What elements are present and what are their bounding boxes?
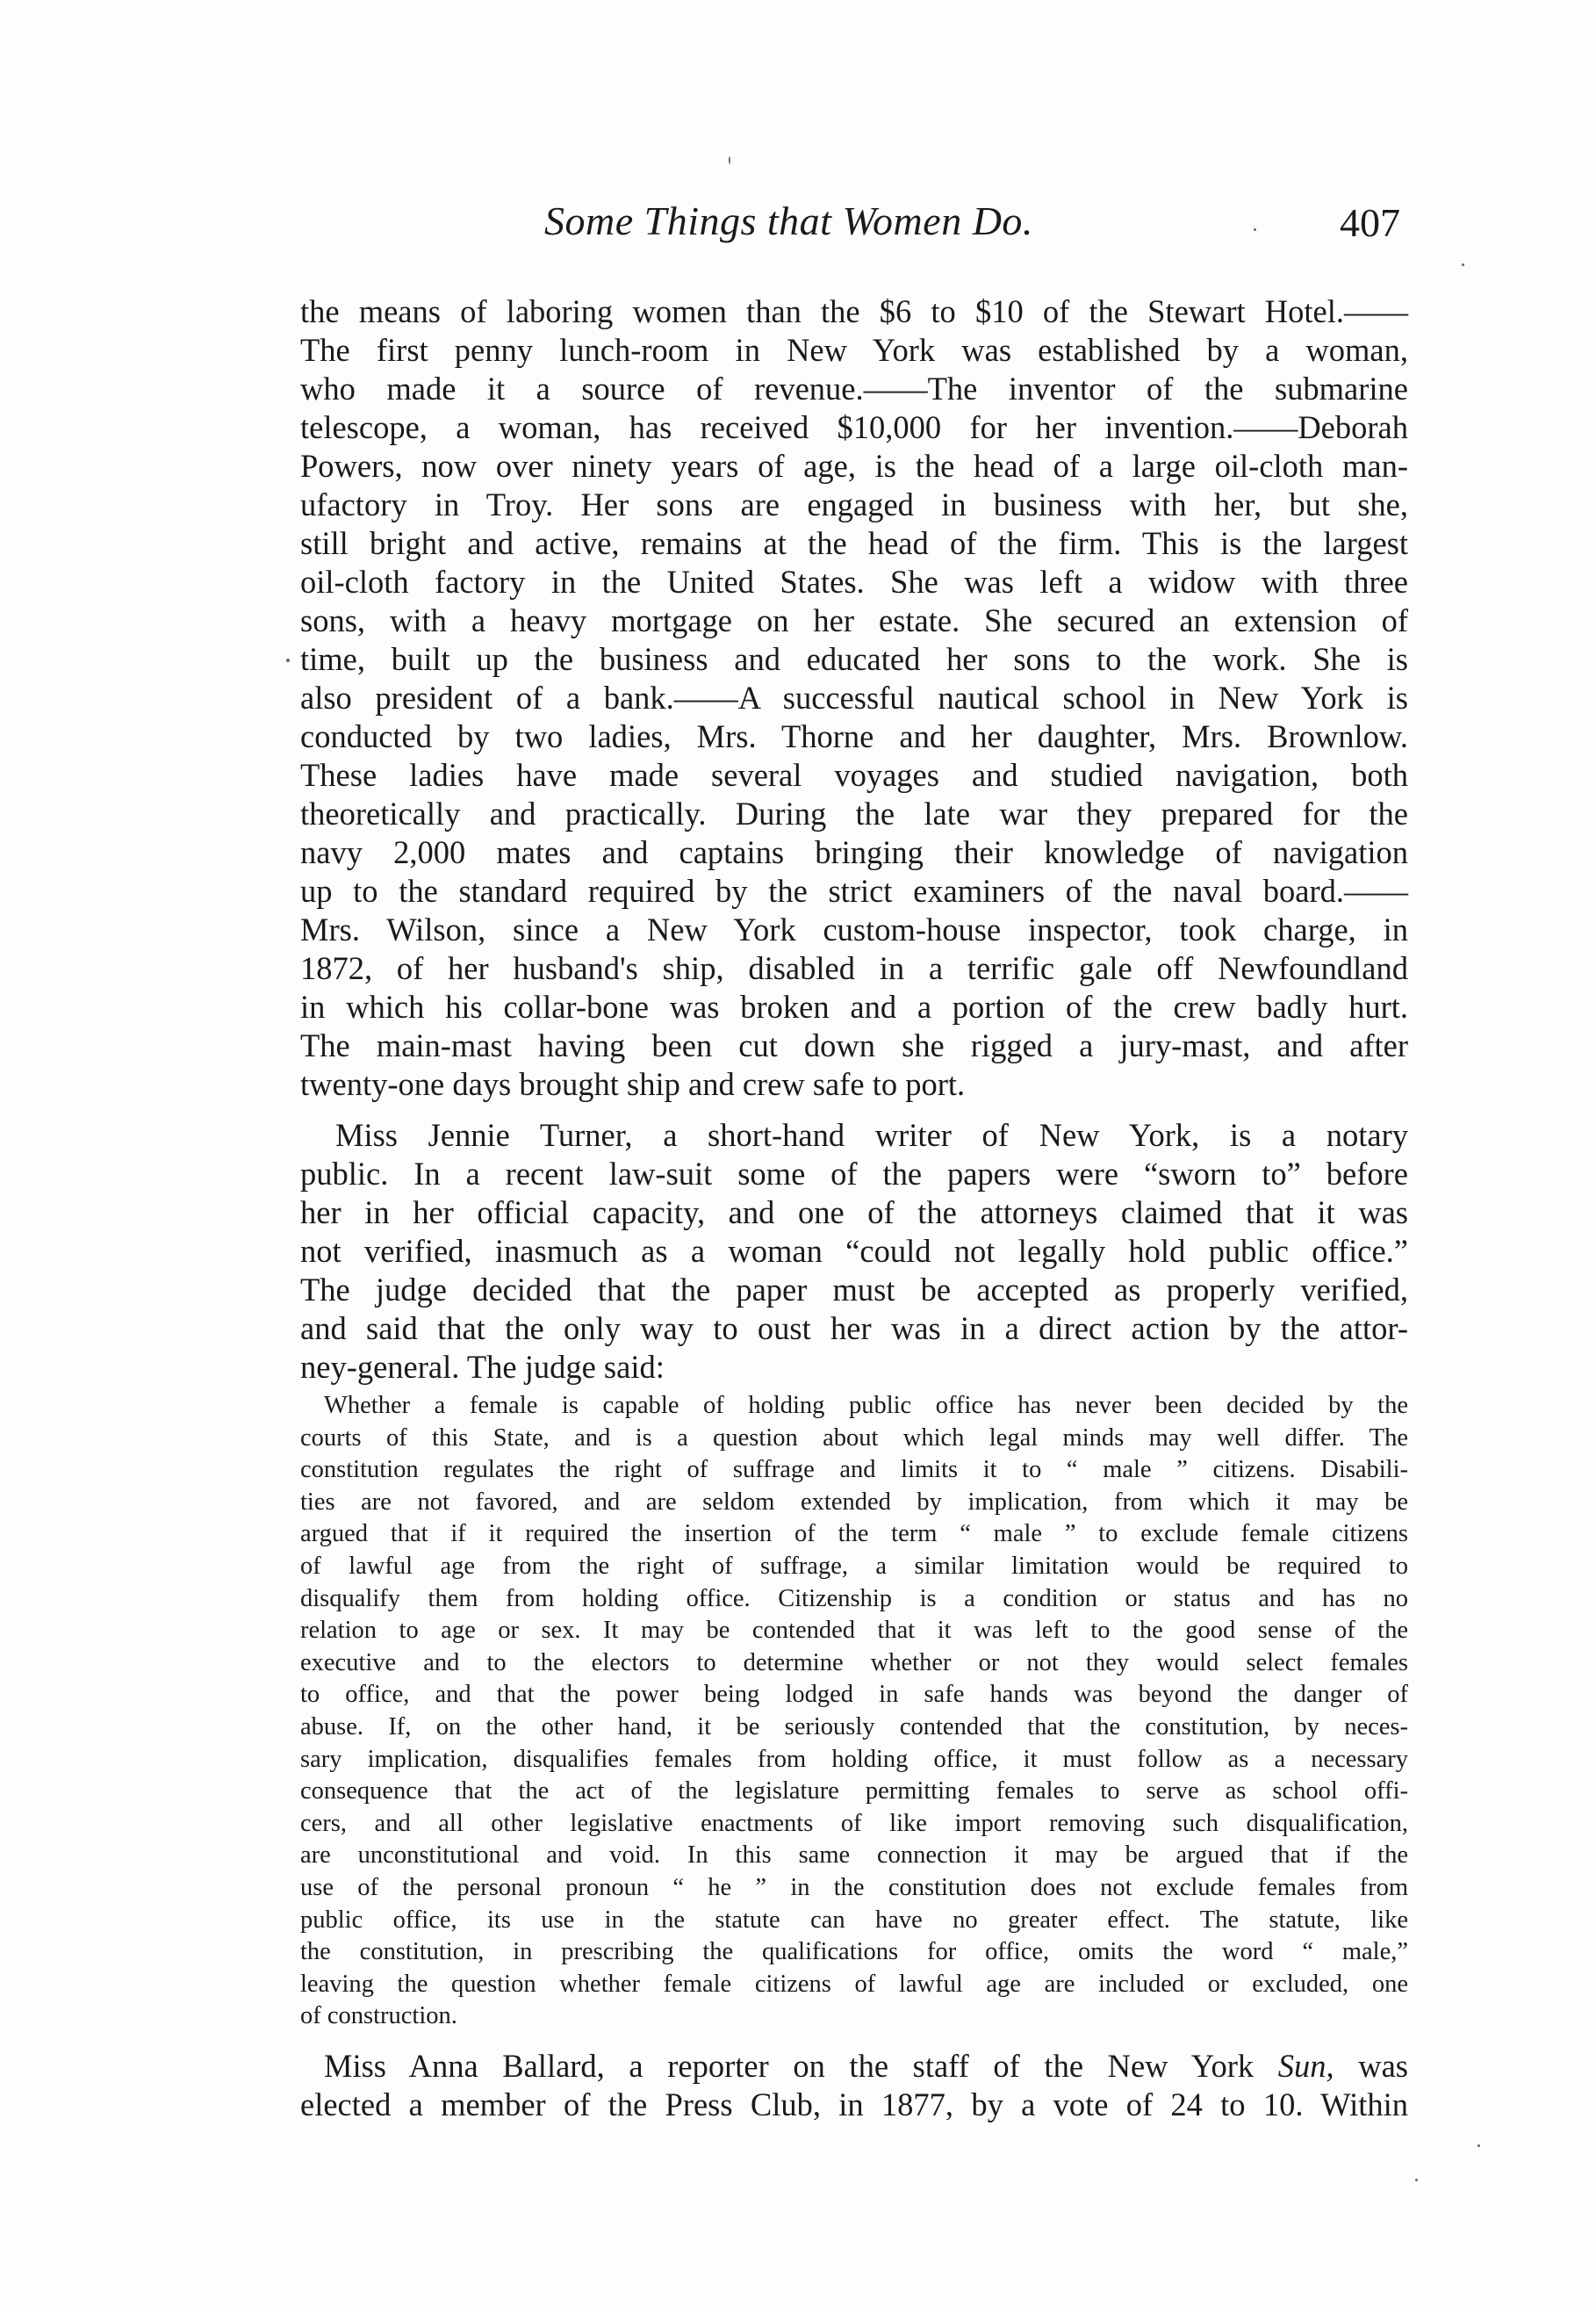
text-line: conducted by two ladies, Mrs. Thorne and her daughter, Mrs. Brownlow. — [300, 718, 1408, 754]
text-line: her in her official capacity, and one of the attorneys claimed that it was — [300, 1194, 1408, 1230]
paper-speck — [1415, 2179, 1418, 2181]
text-line: ney-general. The judge said: — [300, 1349, 665, 1385]
text-line: the means of laboring women than the $6 to $10 of the Stewart Hotel.—— — [300, 293, 1408, 329]
text-line: who made it a source of revenue.——The inventor of the submarine — [300, 371, 1408, 407]
text-line: telescope, a woman, has received $10,000 for her invention.——Deborah — [300, 409, 1408, 445]
quote-line: use of the personal pronoun “ he ” in the constitution does not exclude females from — [300, 1873, 1408, 1901]
text-line: and said that the only way to oust her was in a direct action by the attor- — [300, 1310, 1408, 1346]
text-line: navy 2,000 mates and captains bringing their knowledge of navigation — [300, 834, 1408, 870]
paper-speck — [1477, 2144, 1480, 2147]
text-line: The main-mast having been cut down she rigged a jury-mast, and after — [300, 1027, 1408, 1063]
page-header — [298, 198, 1409, 259]
text-line: sons, with a heavy mortgage on her estate. She secured an extension of — [300, 602, 1408, 638]
paragraph-2 — [300, 1116, 1408, 1387]
text-line: 1872, of her husband's ship, disabled in a terrific gale off Newfoundland — [300, 950, 1408, 986]
text-line: ufactory in Troy. Her sons are engaged in business with her, but she, — [300, 486, 1408, 522]
quote-line: of lawful age from the right of suffrage, a similar limitation would be required to — [300, 1552, 1408, 1580]
quote-line: are unconstitutional and void. In this same connection it may be argued that if the — [300, 1841, 1408, 1870]
quote-line: consequence that the act of the legislature permitting females to serve as school offi- — [300, 1777, 1408, 1805]
paper-speck — [1462, 263, 1464, 266]
text-line: twenty-one days brought ship and crew safe to port. — [300, 1066, 966, 1102]
quote-line: the constitution, in prescribing the qualifications for office, omits the word “ male,” — [300, 1938, 1408, 1966]
paragraph-3 — [300, 2047, 1408, 2124]
text-line: not verified, inasmuch as a woman “could not legally hold public office.” — [300, 1233, 1408, 1269]
paragraph-1 — [300, 292, 1408, 1104]
quote-line: to office, and that the power being lodged in safe hands was beyond the danger of — [300, 1681, 1408, 1709]
text-line: Mrs. Wilson, since a New York custom-house inspector, took charge, in — [300, 912, 1408, 948]
quote-line: disqualify them from holding office. Citizenship is a condition or status and has no — [300, 1584, 1408, 1612]
text-line: These ladies have made several voyages and studied navigation, both — [300, 757, 1408, 793]
text-line: Powers, now over ninety years of age, is the head of a large oil-cloth man- — [300, 448, 1408, 484]
newspaper-title: Sun, — [1277, 2047, 1334, 2084]
text-line — [300, 2047, 1408, 2086]
quote-line: cers, and all other legislative enactments of like import removing such disqualification, — [300, 1809, 1408, 1837]
text-line: still bright and active, remains at the head of the firm. This is the largest — [300, 525, 1408, 561]
text-line: The first penny lunch-room in New York was established by a woman, — [300, 332, 1408, 368]
paper-speck — [286, 659, 290, 662]
running-title: Some Things that Women Do. — [544, 198, 1033, 243]
text-line: elected a member of the Press Club, in 1877, by a vote of 24 to 10. Within — [300, 2086, 1408, 2122]
quote-line: courts of this State, and is a question about which legal minds may well differ. The — [300, 1423, 1408, 1452]
text-line: theoretically and practically. During the late war they prepared for the — [300, 796, 1408, 832]
quote-line: argued that if it required the insertion of the term “ male ” to exclude female citizens — [300, 1520, 1408, 1548]
text-line: oil-cloth factory in the United States. She was left a widow with three — [300, 564, 1408, 600]
text-line: Miss Jennie Turner, a short-hand writer of New York, is a notary — [335, 1117, 1408, 1153]
paper-speck — [1254, 228, 1256, 231]
quote-line: of construction. — [300, 2002, 457, 2030]
text-line: also president of a bank.——A successful nautical school in New York is — [300, 680, 1408, 716]
quote-line: relation to age or sex. It may be contended that it was left to the good sense of the — [300, 1617, 1408, 1645]
text-segment: Miss Anna Ballard, a reporter on the staff of the New York — [324, 2047, 1278, 2084]
quote-line: leaving the question whether female citizens of lawful age are included or excluded, one — [300, 1970, 1408, 1998]
paper-speck — [729, 156, 730, 164]
quote-line: public office, its use in the statute can have no greater effect. The statute, like — [300, 1906, 1408, 1934]
quote-line: Whether a female is capable of holding public office has never been decided by the — [324, 1392, 1408, 1419]
quote-line: sary implication, disqualifies females from holding office, it must follow as a necessary — [300, 1745, 1408, 1773]
body-text — [300, 292, 1408, 2124]
text-line: The judge decided that the paper must be accepted as properly verified, — [300, 1272, 1408, 1308]
quote-line: executive and to the electors to determine whether or not they would select females — [300, 1648, 1408, 1676]
text-segment: was — [1334, 2047, 1408, 2084]
text-line: public. In a recent law-suit some of the papers were “sworn to” before — [300, 1156, 1408, 1192]
quote-line: ties are not favored, and are seldom extended by implication, from which it may be — [300, 1488, 1408, 1516]
text-line: up to the standard required by the strict examiners of the naval board.—— — [300, 873, 1408, 909]
text-line: in which his collar-bone was broken and a portion of the crew badly hurt. — [300, 989, 1408, 1025]
block-quote — [300, 1390, 1408, 2033]
quote-line: abuse. If, on the other hand, it be seriously contended that the constitution, by neces- — [300, 1712, 1408, 1740]
text-line: time, built up the business and educated her sons to the work. She is — [300, 641, 1408, 677]
quote-line: constitution regulates the right of suffrage and limits it to “ male ” citizens. Disabili- — [300, 1456, 1408, 1484]
page-number: 407 — [1340, 200, 1400, 245]
